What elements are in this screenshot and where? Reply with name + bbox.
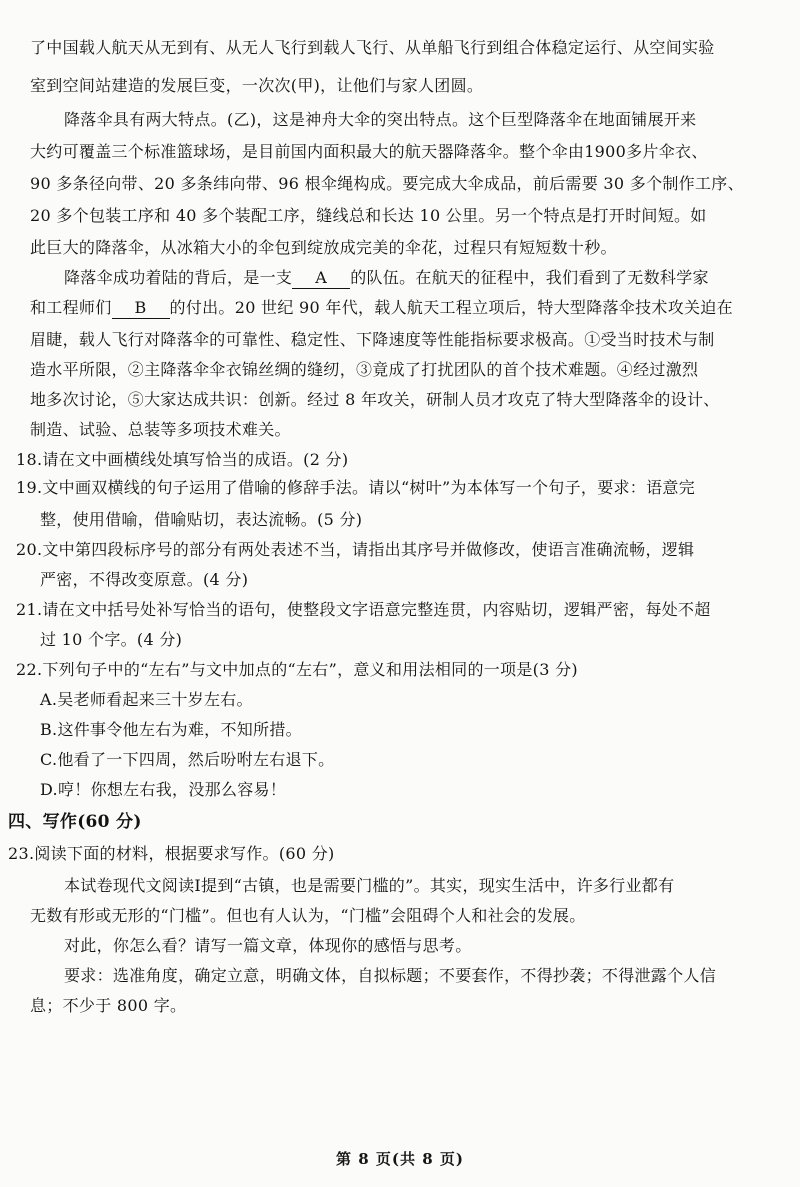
passage-text: 降落伞成功着陆的背后，是一支 xyxy=(64,268,293,287)
question-22: 22.下列句子中的“左右”与文中加点的“左右”，意义和用法相同的一项是(3 分) xyxy=(16,660,578,679)
material-line: 本试卷现代文阅读Ⅰ提到“古镇，也是需要门槛的”。其实，现实生活中，许多行业都有 xyxy=(64,876,675,895)
passage-line: 眉睫，载人飞行对降落伞的可靠性、稳定性、下降速度等性能指标要求极高。①受当时技术与制 xyxy=(30,330,715,349)
passage-line: 大约可覆盖三个标准篮球场，是目前国内面积最大的航天器降落伞。整个伞由1900多片伞衣、 xyxy=(30,142,708,161)
requirement-line: 息；不少于 800 字。 xyxy=(30,996,187,1015)
question-23: 23.阅读下面的材料，根据要求写作。(60 分) xyxy=(8,844,335,863)
blank-b: B xyxy=(112,298,170,319)
passage-line: 此巨大的降落伞，从冰箱大小的伞包到绽放成完美的伞花，过程只有短短数十秒。 xyxy=(30,238,617,257)
blank-a: A xyxy=(292,268,350,289)
passage-text: 和工程师们 xyxy=(30,298,112,317)
passage-text: 的队伍。在航天的征程中，我们看到了无数科学家 xyxy=(350,268,709,287)
section-title-writing: 四、写作(60 分) xyxy=(8,812,142,832)
question-19-cont: 整，使用借喻，借喻贴切，表达流畅。(5 分) xyxy=(40,510,363,529)
material-line: 对此，你怎么看？请写一篇文章，体现你的感悟与思考。 xyxy=(64,936,472,955)
passage-line: 室到空间站建造的发展巨变，一次次(甲)，让他们与家人团圆。 xyxy=(30,76,484,95)
passage-text: 的付出。20 世纪 90 年代，载人航天工程立项后，特大型降落伞技术攻关迫在 xyxy=(169,298,733,317)
passage-line: 90 多条径向带、20 多条纬向带、96 根伞绳构成。要完成大伞成品，前后需要 30 多个制作工序、 xyxy=(30,174,744,193)
passage-line: 降落伞具有两大特点。(乙)，这是神舟大伞的突出特点。这个巨型降落伞在地面铺展开来 xyxy=(64,110,697,129)
question-21-cont: 过 10 个字。(4 分) xyxy=(40,630,183,649)
requirement-line: 要求：选准角度，确定立意，明确文体，自拟标题；不要套作，不得抄袭；不得泄露个人信 xyxy=(64,966,717,985)
question-22-option-c: C.他看了一下四周，然后吩咐左右退下。 xyxy=(40,750,335,769)
passage-line: 了中国载人航天从无到有、从无人飞行到载人飞行、从单船飞行到组合体稳定运行、从空间实验 xyxy=(30,38,715,57)
question-19: 19.文中画双横线的句子运用了借喻的修辞手法。请以“树叶”为本体写一个句子，要求：语意完 xyxy=(16,478,696,497)
passage-line xyxy=(30,296,733,320)
passage-line xyxy=(64,266,709,290)
question-20: 20.文中第四段标序号的部分有两处表述不当，请指出其序号并做修改，使语言准确流畅，逻辑 xyxy=(16,540,695,559)
question-22-option-d: D.哼！你想左右我，没那么容易！ xyxy=(40,780,287,799)
material-line: 无数有形或无形的“门槛”。但也有人认为，“门槛”会阻碍个人和社会的发展。 xyxy=(30,906,586,925)
question-22-option-b: B.这件事令他左右为难，不知所措。 xyxy=(40,720,302,739)
question-21: 21.请在文中括号处补写恰当的语句，使整段文字语意完整连贯，内容贴切，逻辑严密，每处不超 xyxy=(16,600,711,619)
passage-line: 20 多个包装工序和 40 多个装配工序，缝线总和长达 10 公里。另一个特点是打开时间短。如 xyxy=(30,206,707,225)
question-20-cont: 严密，不得改变原意。(4 分) xyxy=(40,570,249,589)
passage-line: 制造、试验、总装等多项技术难关。 xyxy=(30,420,291,439)
question-18: 18.请在文中画横线处填写恰当的成语。(2 分) xyxy=(16,450,349,469)
page-number: 第 8 页(共 8 页) xyxy=(336,1150,464,1168)
passage-line: 地多次讨论，⑤大家达成共识：创新。经过 8 年攻关，研制人员才攻克了特大型降落伞的设计、 xyxy=(30,390,720,409)
passage-line: 造水平所限，②主降落伞伞衣锦丝绸的缝纫，③竟成了打扰团队的首个技术难题。④经过激烈 xyxy=(30,360,699,379)
question-22-option-a: A.吴老师看起来三十岁左右。 xyxy=(40,690,253,709)
